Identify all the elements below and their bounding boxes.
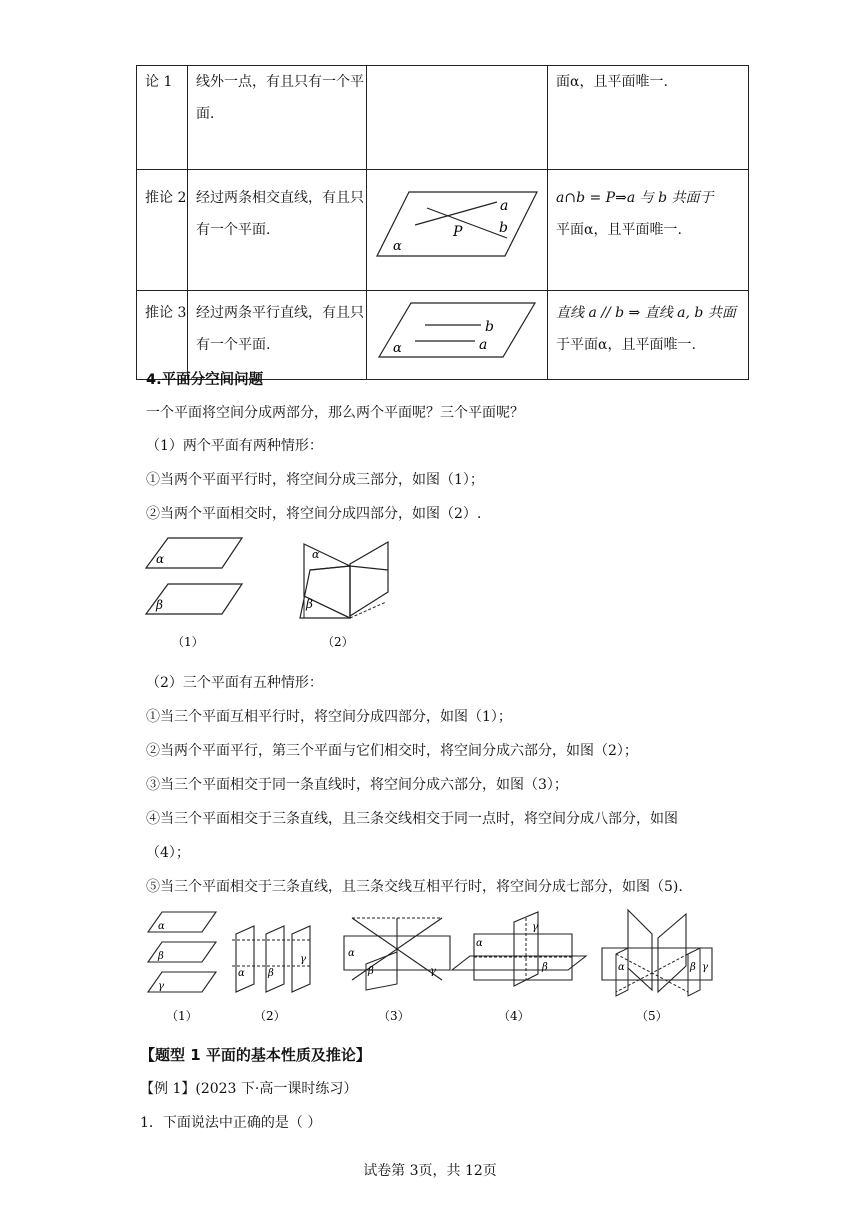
symbolic-line-2: 平面α，且平面唯一. — [556, 222, 682, 238]
intro-text: 一个平面将空间分成两部分，那么两个平面呢？三个平面呢？ — [146, 405, 524, 421]
caption: （2） — [322, 635, 354, 649]
intersecting-lines-plane-figure — [367, 170, 547, 278]
two-planes-case-1: ①当两个平面平行时，将空间分成三部分，如图（1）； — [146, 472, 484, 488]
caption: （5） — [636, 1009, 668, 1023]
row-text: 经过两条平行直线，有且只有一个平面. — [188, 291, 367, 380]
table-row — [137, 291, 749, 380]
symbolic-line-1: a∩b = P⇒a 与 b 共面于 — [556, 190, 714, 206]
svg-text:α: α — [238, 968, 245, 979]
row-symbolic — [548, 291, 749, 380]
svg-text:β: β — [268, 968, 274, 979]
three-planes-case-5: ⑤当三个平面相交于三条直线，且三条交线互相平行时，将空间分成七部分，如图（5). — [146, 879, 683, 895]
label-a: a — [479, 337, 488, 353]
section-heading: 4.平面分空间问题 — [146, 372, 264, 388]
three-planes-case-4-cont: （4）； — [146, 845, 190, 861]
svg-text:α: α — [156, 552, 165, 566]
example-label: 【例 1】(2023 下·高一课时练习） — [140, 1081, 358, 1097]
svg-text:β: β — [542, 962, 548, 973]
three-planes-case-1: ①当三个平面互相平行时，将空间分成四部分，如图（1）； — [146, 709, 512, 725]
label-a: a — [500, 198, 509, 214]
theorem-table — [136, 65, 749, 380]
svg-text:β: β — [158, 951, 164, 962]
three-planes-figures — [140, 904, 730, 1030]
svg-text:γ: γ — [158, 981, 164, 992]
svg-text:β: β — [306, 597, 313, 611]
three-planes-case-2: ②当两个平面平行，第三个平面与它们相交时，将空间分成六部分，如图（2）； — [146, 743, 638, 759]
caption: （2） — [254, 1009, 286, 1023]
svg-text:β: β — [690, 962, 696, 973]
symbolic-line-1: 直线 a // b ⇒ 直线 a, b 共面 — [556, 305, 736, 321]
row-figure — [367, 170, 548, 291]
caption: （4） — [498, 1009, 530, 1023]
svg-text:γ: γ — [430, 966, 436, 977]
row-label: 推论 2 — [137, 170, 188, 291]
parallel-lines-plane-figure — [367, 291, 547, 367]
row-figure — [367, 66, 548, 170]
svg-text:α: α — [348, 948, 355, 959]
question-text: 1．下面说法中正确的是（ ） — [140, 1115, 322, 1131]
svg-text:α: α — [312, 548, 320, 561]
row-symbolic — [548, 170, 749, 291]
caption: （1） — [172, 635, 204, 649]
two-planes-title: （1）两个平面有两种情形： — [146, 438, 323, 454]
three-planes-title: （2）三个平面有五种情形： — [146, 675, 323, 691]
label-b: b — [485, 319, 494, 335]
label-p: P — [453, 224, 463, 240]
label-alpha: α — [393, 239, 402, 254]
table-row — [137, 170, 749, 291]
row-figure — [367, 291, 548, 380]
svg-text:β: β — [368, 966, 374, 977]
page-footer: 试卷第 3页，共 12页 — [363, 1163, 497, 1179]
svg-text:γ: γ — [702, 962, 708, 973]
two-planes-figures — [140, 530, 400, 660]
row-symbolic: 面α，且平面唯一. — [548, 66, 749, 170]
caption: （1） — [166, 1009, 198, 1023]
svg-text:γ: γ — [300, 954, 306, 965]
svg-text:α: α — [618, 962, 625, 973]
row-text: 经过两条相交直线，有且只有一个平面. — [188, 170, 367, 291]
svg-text:α: α — [158, 921, 165, 932]
symbolic-line-2: 于平面α，且平面唯一. — [556, 337, 696, 353]
row-label: 推论 3 — [137, 291, 188, 380]
type-heading: 【题型 1 平面的基本性质及推论】 — [140, 1046, 371, 1064]
caption: （3） — [378, 1009, 410, 1023]
label-b: b — [499, 220, 508, 236]
table-row — [137, 66, 749, 170]
svg-text:γ: γ — [532, 922, 538, 933]
row-text: 线外一点，有且只有一个平面. — [188, 66, 367, 170]
three-planes-case-4: ④当三个平面相交于三条直线，且三条交线相交于同一点时，将空间分成八部分，如图 — [146, 811, 678, 827]
svg-text:α: α — [476, 938, 483, 949]
three-planes-case-3: ③当三个平面相交于同一条直线时，将空间分成六部分，如图（3）； — [146, 777, 568, 793]
label-alpha: α — [393, 341, 402, 356]
svg-text:β: β — [156, 598, 163, 612]
row-label: 论 1 — [137, 66, 188, 170]
two-planes-case-2: ②当两个平面相交时，将空间分成四部分，如图（2）. — [146, 506, 482, 522]
